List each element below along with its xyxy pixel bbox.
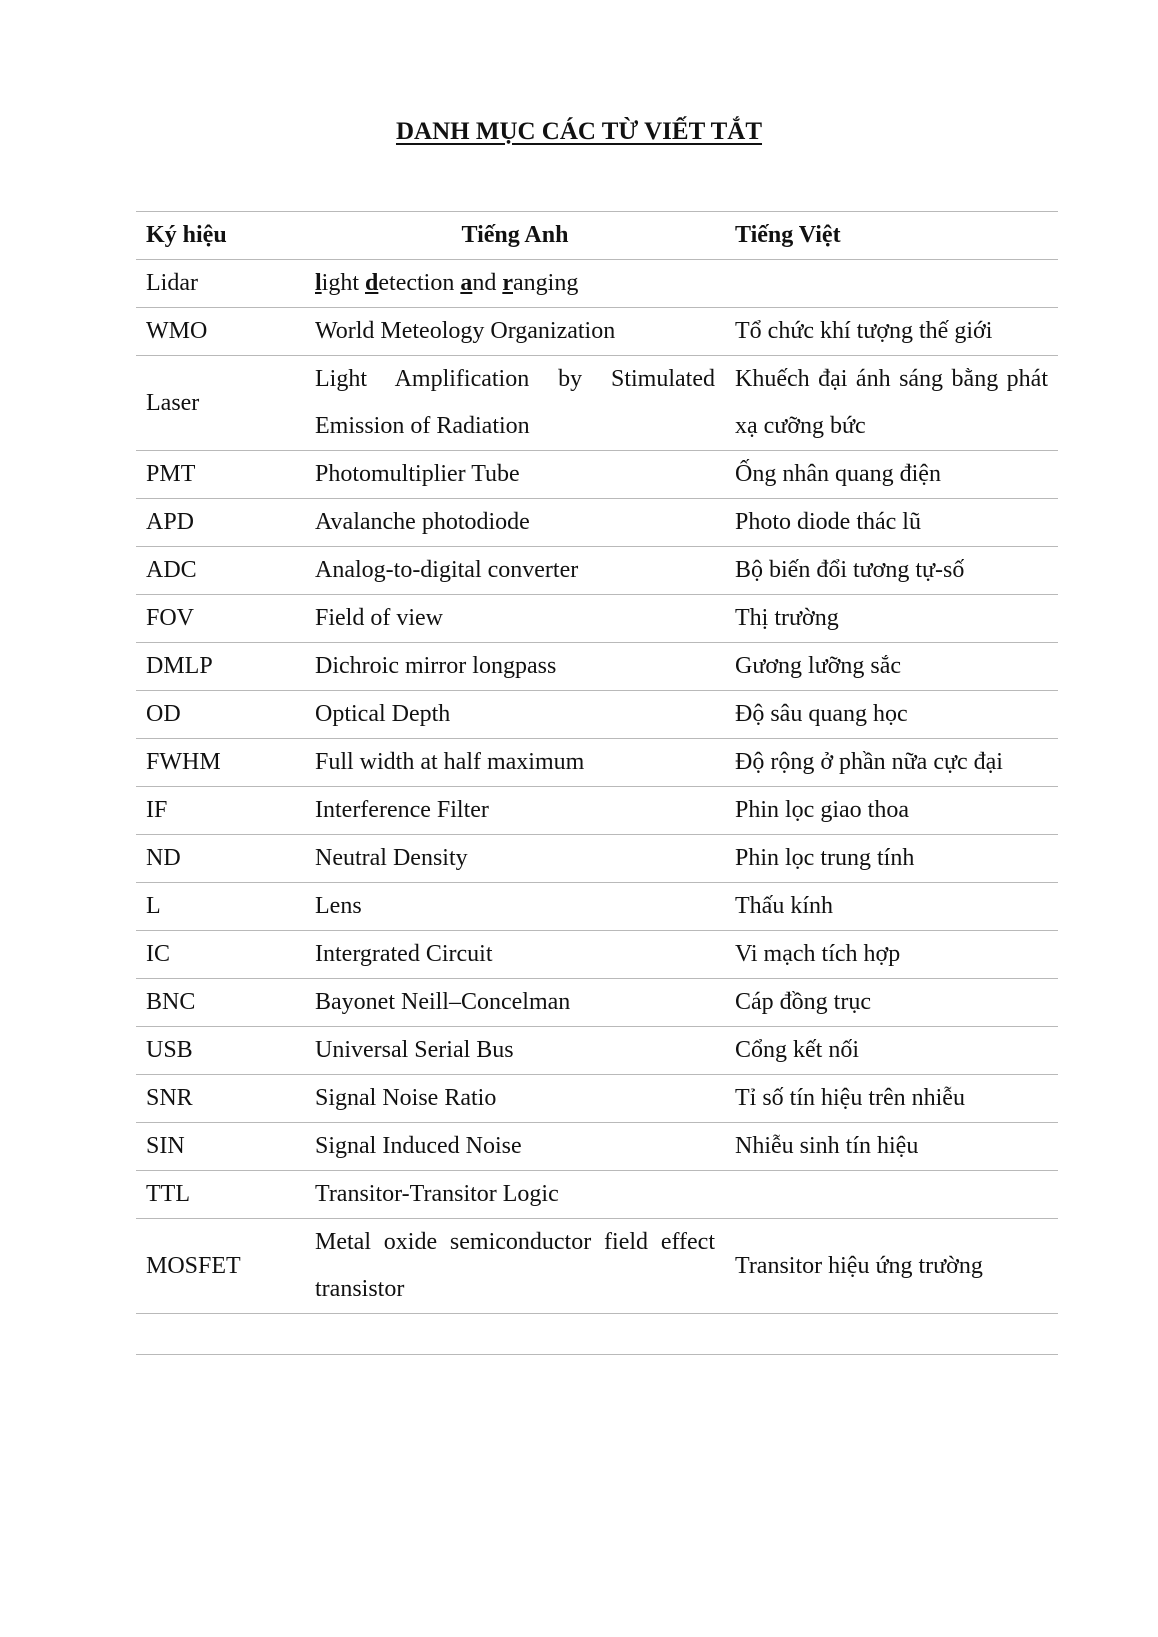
vietnamese-cell: Vi mạch tích hợp [725,931,1058,979]
english-cell: Transitor-Transitor Logic [305,1171,725,1219]
page-title: DANH MỤC CÁC TỪ VIẾT TẮT [395,118,763,145]
table-row [136,739,1058,787]
initial-letter: l [315,270,322,296]
table-row [136,308,1058,356]
table-row [136,1123,1058,1171]
english-cell: Avalanche photodiode [305,499,725,547]
abbreviation-cell: L [136,883,305,931]
table-row [136,931,1058,979]
abbreviation-cell: ND [136,835,305,883]
table-row [136,1219,1058,1314]
table-header-row [136,212,1058,260]
table-row [136,1027,1058,1075]
vietnamese-cell [725,260,1058,308]
abbreviation-cell: MOSFET [136,1219,305,1314]
abbreviation-cell: WMO [136,308,305,356]
empty-cell [305,1314,725,1355]
table-row [136,835,1058,883]
table-row [136,883,1058,931]
english-cell: Optical Depth [305,691,725,739]
vietnamese-cell: Thấu kính [725,883,1058,931]
english-cell: Intergrated Circuit [305,931,725,979]
header-vietnamese: Tiếng Việt [725,212,1058,260]
table-row [136,643,1058,691]
initial-letter: d [365,270,379,296]
table-row [136,979,1058,1027]
table-row [136,499,1058,547]
table-row [136,451,1058,499]
abbreviation-cell: TTL [136,1171,305,1219]
table-row [136,356,1058,451]
english-cell: Lens [305,883,725,931]
english-cell: Dichroic mirror longpass [305,643,725,691]
abbreviation-cell: OD [136,691,305,739]
table-row [136,595,1058,643]
vietnamese-cell: Phin lọc giao thoa [725,787,1058,835]
vietnamese-cell [725,1171,1058,1219]
table-row [136,1171,1058,1219]
vietnamese-cell: Cáp đồng trục [725,979,1058,1027]
english-cell: Signal Induced Noise [305,1123,725,1171]
abbreviation-cell: IC [136,931,305,979]
word-rest: etection [378,270,461,296]
english-cell: Full width at half maximum [305,739,725,787]
english-cell: Photomultiplier Tube [305,451,725,499]
english-cell: Bayonet Neill–Concelman [305,979,725,1027]
abbreviation-cell: BNC [136,979,305,1027]
word-rest: anging [513,270,579,296]
vietnamese-cell: Ống nhân quang điện [725,451,1058,499]
empty-cell [725,1314,1058,1355]
vietnamese-cell: Cổng kết nối [725,1027,1058,1075]
abbreviation-cell: IF [136,787,305,835]
english-cell: Neutral Density [305,835,725,883]
english-cell: World Meteology Organization [305,308,725,356]
table-row [136,787,1058,835]
table-row [136,1075,1058,1123]
vietnamese-cell: Bộ biến đổi tương tự-số [725,547,1058,595]
vietnamese-cell: Tỉ số tín hiệu trên nhiễu [725,1075,1058,1123]
english-cell: Light Amplification by Stimulated Emission of Radiation [305,356,725,451]
vietnamese-cell: Độ sâu quang học [725,691,1058,739]
abbreviation-cell: APD [136,499,305,547]
vietnamese-cell: Nhiễu sinh tín hiệu [725,1123,1058,1171]
abbreviation-table [136,211,1058,1355]
vietnamese-cell: Transitor hiệu ứng trường [725,1219,1058,1314]
english-cell: Interference Filter [305,787,725,835]
abbreviation-cell: DMLP [136,643,305,691]
initial-letter: a [460,270,473,296]
header-abbreviation: Ký hiệu [136,212,305,260]
english-cell: Universal Serial Bus [305,1027,725,1075]
abbreviation-cell: PMT [136,451,305,499]
table-row [136,547,1058,595]
abbreviation-cell: Lidar [136,260,305,308]
empty-cell [136,1314,305,1355]
word-rest: ight [321,270,366,296]
abbreviation-cell: FOV [136,595,305,643]
vietnamese-cell: Thị trường [725,595,1058,643]
abbreviation-cell: Laser [136,356,305,451]
vietnamese-cell: Tổ chức khí tượng thế giới [725,308,1058,356]
table-row [136,260,1058,308]
abbreviation-cell: FWHM [136,739,305,787]
english-cell: Signal Noise Ratio [305,1075,725,1123]
vietnamese-cell: Gương lưỡng sắc [725,643,1058,691]
word-rest: nd [472,270,503,296]
english-cell: Metal oxide semiconductor field effect transistor [305,1219,725,1314]
vietnamese-cell: Khuếch đại ánh sáng bằng phát xạ cưỡng bức [725,356,1058,451]
english-cell: Analog-to-digital converter [305,547,725,595]
empty-row [136,1314,1058,1355]
abbreviation-cell: SIN [136,1123,305,1171]
vietnamese-cell: Photo diode thác lũ [725,499,1058,547]
english-cell [305,260,725,308]
abbreviation-cell: ADC [136,547,305,595]
english-cell: Field of view [305,595,725,643]
initial-letter: r [502,270,513,296]
header-english: Tiếng Anh [305,212,725,260]
abbreviation-cell: SNR [136,1075,305,1123]
abbreviation-cell: USB [136,1027,305,1075]
vietnamese-cell: Phin lọc trung tính [725,835,1058,883]
vietnamese-cell: Độ rộng ở phần nữa cực đại [725,739,1058,787]
table-row [136,691,1058,739]
